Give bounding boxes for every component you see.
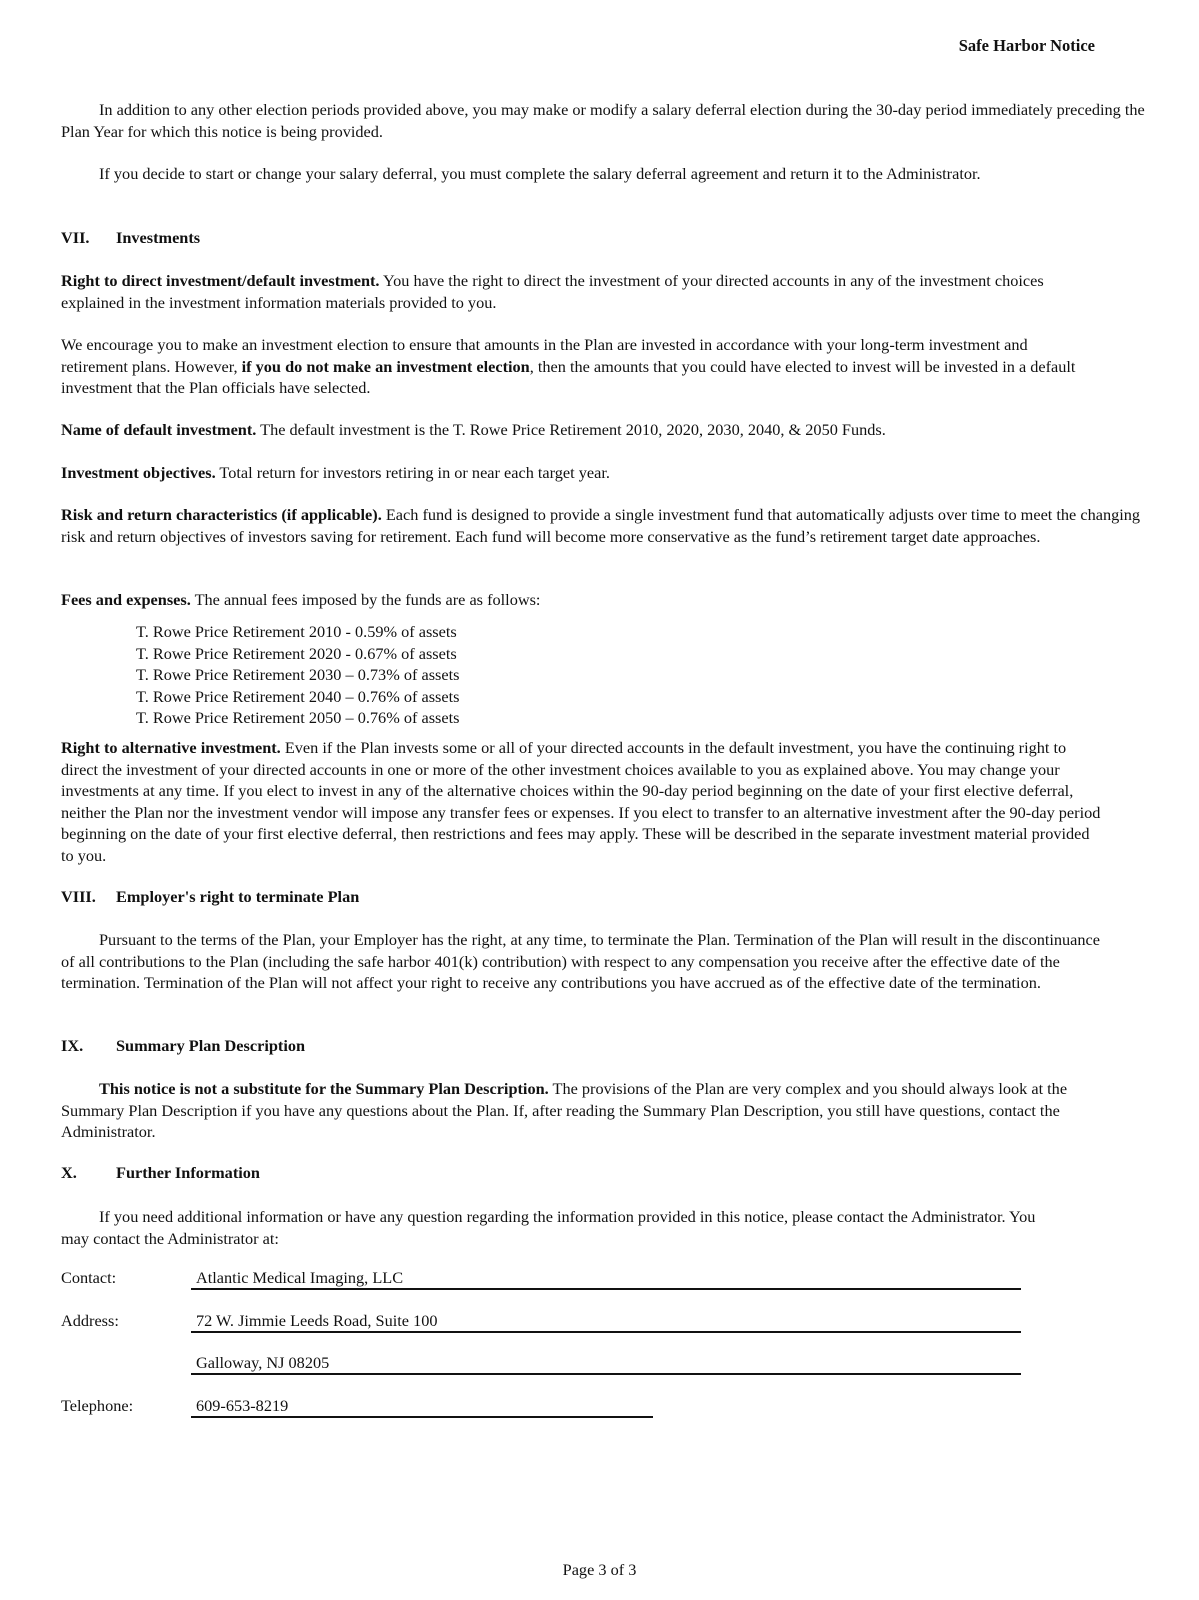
- section-heading-investments: VII. Investments: [61, 228, 201, 247]
- contact-row: [61, 1268, 1021, 1292]
- paragraph-risk-return: Risk and return characteristics (if applicable). Each fund is designed to provide a single investment fund that automatically adjusts over time to meet the changing risk and return objectives of investors saving for retirement. Each fund will become more conservative as the fund’s retirement target date approaches.: [61, 505, 1141, 546]
- address-row: [61, 1311, 1021, 1335]
- telephone-label: Telephone:: [61, 1396, 134, 1415]
- document-header-title: Safe Harbor Notice: [958, 36, 1095, 55]
- fee-item: T. Rowe Price Retirement 2030 – 0.73% of assets: [136, 665, 460, 684]
- fee-item: T. Rowe Price Retirement 2010 - 0.59% of assets: [136, 622, 457, 641]
- telephone-row: [61, 1396, 1021, 1420]
- address-line2-row: [61, 1353, 1021, 1377]
- paragraph-summary-plan: This notice is not a substitute for the Summary Plan Description. The provisions of the Plan are very complex and you should always look at the Summary Plan Description if you have any questions about the Plan. If, after reading the Summary Plan Description, you still have questions, contact the Administrator.: [61, 1079, 1068, 1141]
- paragraph-right-to-direct: Right to direct investment/default investment. You have the right to direct the investment of your directed accounts in any of the investment choices explained in the investment information materials provided to you.: [61, 271, 1044, 312]
- paragraph-alternative-investment: Right to alternative investment. Even if the Plan invests some or all of your directed accounts in the default investment, you have the continuing right to direct the investment of your directed accounts in one or more of the other investment choices available to you as explained above. You may change your investments at any time. If you elect to invest in any of the alternative choices within the 90-day period beginning on the date of your first elective deferral, neither the Plan nor the investment vendor will impose any transfer fees or expenses. If you elect to transfer to an alternative investment after the 90-day period beginning on the date of your first elective deferral, then restrictions and fees may apply. These will be described in the separate investment material provided to you.: [61, 738, 1101, 865]
- telephone-value: 609-653-8219: [191, 1396, 653, 1418]
- contact-label: Contact:: [61, 1268, 117, 1287]
- fee-item: T. Rowe Price Retirement 2020 - 0.67% of assets: [136, 643, 457, 663]
- paragraph-terminate-plan: Pursuant to the terms of the Plan, your Employer has the right, at any time, to terminate the Plan. Termination of the Plan will result in the discontinuance of all contributions to the Plan (including the safe harbor 401(k) contribution) with respect to any compensation you receive after the effective date of the termination. Termination of the Plan will not affect your right to receive any contributions you have accrued as of the effective date of the termination.: [61, 930, 1101, 992]
- section-heading-further-info: X. Further Information: [61, 1163, 260, 1182]
- paragraph-fees: Fees and expenses. The annual fees imposed by the funds are as follows:: [61, 590, 541, 609]
- section-heading-summary-plan: IX. Summary Plan Description: [61, 1036, 306, 1055]
- paragraph-default-investment: Name of default investment. The default investment is the T. Rowe Price Retirement 2010, 2020, 2030, 2040, & 2050 Funds.: [61, 420, 886, 439]
- paragraph-encourage-election: We encourage you to make an investment election to ensure that amounts in the Plan are invested in accordance with your long-term investment and retirement plans. However, if you do not make an investment election, then the amounts that you could have elected to invest will be invested in a default investment that the Plan officials have selected.: [61, 335, 1076, 397]
- intro-paragraph-deferral: If you decide to start or change your salary deferral, you must complete the salary deferral agreement and return it to the Administrator.: [99, 164, 981, 183]
- address-line1-value: 72 W. Jimmie Leeds Road, Suite 100: [191, 1311, 1021, 1333]
- page-number: Page 3 of 3: [562, 1560, 637, 1579]
- address-label: Address:: [61, 1311, 119, 1330]
- fee-item: T. Rowe Price Retirement 2040 – 0.76% of assets: [136, 686, 460, 706]
- address-line2-value: Galloway, NJ 08205: [191, 1353, 1021, 1375]
- section-heading-terminate-plan: VIII. Employer's right to terminate Plan: [61, 887, 360, 906]
- paragraph-investment-objectives: Investment objectives. Total return for investors retiring in or near each target year.: [61, 463, 610, 482]
- fees-list: [136, 621, 459, 729]
- fee-item: T. Rowe Price Retirement 2050 – 0.76% of assets: [136, 708, 460, 727]
- intro-paragraph-election: In addition to any other election periods provided above, you may make or modify a salary deferral election during the 30-day period immediately preceding the Plan Year for which this notice is being provided.: [61, 100, 1145, 141]
- paragraph-further-info: If you need additional information or have any question regarding the information provided in this notice, please contact the Administrator. You may contact the Administrator at:: [61, 1207, 1036, 1248]
- contact-value: Atlantic Medical Imaging, LLC: [191, 1268, 1021, 1290]
